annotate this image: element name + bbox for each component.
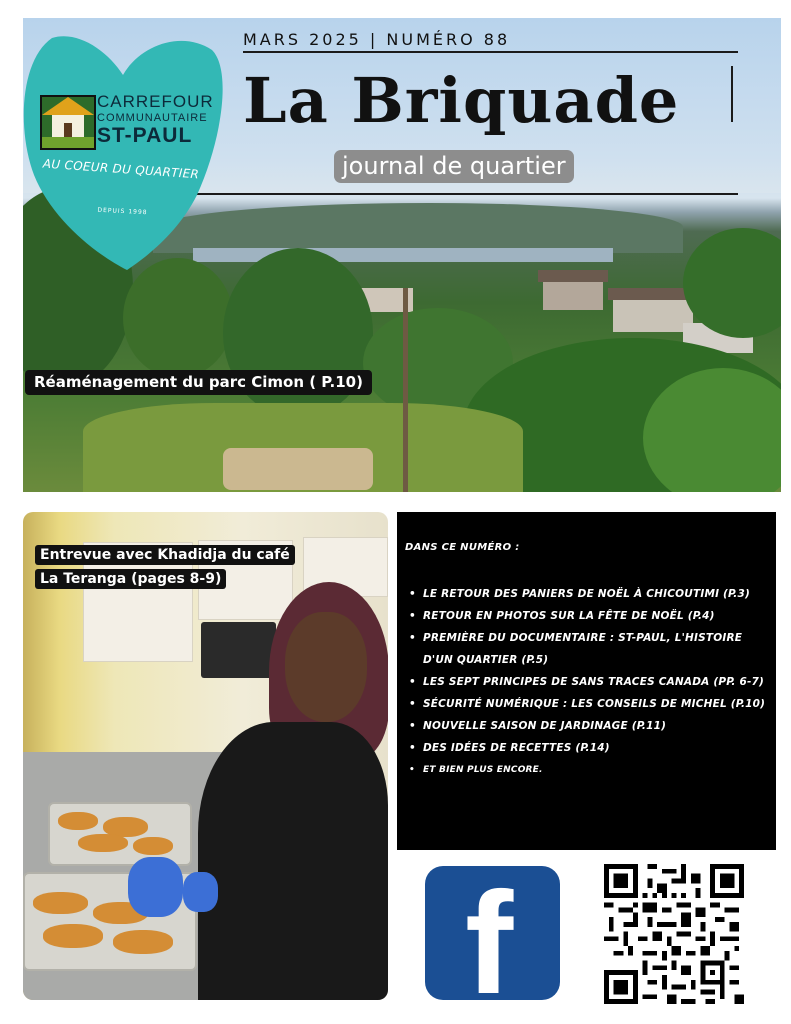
logo-heart-icon <box>22 30 224 272</box>
house <box>613 298 693 332</box>
facebook-icon[interactable]: f <box>425 866 560 1000</box>
logo-house-icon <box>40 95 96 150</box>
utility-pole <box>403 288 408 492</box>
logo-since: DEPUIS 1998 <box>97 206 148 217</box>
distant-hills <box>153 203 683 253</box>
interview-caption <box>35 543 325 591</box>
logo-line-3: ST-PAUL <box>97 124 193 148</box>
toc-item: • DES IDÉES DE RECETTES (P.14) <box>423 737 766 759</box>
tree <box>123 258 233 378</box>
logo-slogan: AU COEUR DU QUARTIER <box>42 156 200 182</box>
river <box>193 248 613 262</box>
playground-sand <box>223 448 373 490</box>
toc-item: • NOUVELLE SAISON DE JARDINAGE (P.11) <box>423 715 766 737</box>
cover-caption: Réaménagement du parc Cimon ( P.10) <box>25 370 372 395</box>
roof <box>538 270 608 282</box>
chicken-piece <box>113 930 173 954</box>
toc-item: • PREMIÈRE DU DOCUMENTAIRE : ST-PAUL, L'HISTOIRE D'UN QUARTIER (P.5) <box>423 627 766 671</box>
toc-item: • LE RETOUR DES PANIERS DE NOËL À CHICOUTIMI (P.3) <box>423 583 766 605</box>
chicken-piece <box>33 892 88 914</box>
title-divider <box>731 66 733 122</box>
tree <box>683 228 781 338</box>
toc-item: • SÉCURITÉ NUMÉRIQUE : LES CONSEILS DE MICHEL (P.10) <box>423 693 766 715</box>
microwave <box>201 622 276 678</box>
interview-caption-line-1: Entrevue avec Khadidja du café <box>35 545 295 565</box>
toc-list <box>405 583 766 781</box>
qr-code-icon <box>604 864 744 1004</box>
toc-item: • LES SEPT PRINCIPES DE SANS TRACES CANADA (PP. 6-7) <box>423 671 766 693</box>
house <box>543 280 603 310</box>
interview-caption-line-2: La Teranga (pages 8-9) <box>35 569 226 589</box>
toc-heading: DANS CE NUMÉRO : <box>405 542 520 553</box>
glove <box>128 857 183 917</box>
chicken-piece <box>133 837 173 855</box>
logo-line-1: CARREFOUR <box>97 92 214 111</box>
toc-item: • ET BIEN PLUS ENCORE. <box>423 759 766 781</box>
toc-item: • RETOUR EN PHOTOS SUR LA FÊTE DE NOËL (P.4) <box>423 605 766 627</box>
woman-face <box>285 612 367 722</box>
chicken-piece <box>58 812 98 830</box>
glove <box>183 872 218 912</box>
woman-shirt <box>198 722 388 1000</box>
chicken-piece <box>43 924 103 948</box>
logo-line-2: COMMUNAUTAIRE <box>97 111 208 124</box>
issue-line: MARS 2025 | NUMÉRO 88 <box>243 30 738 53</box>
masthead-rule <box>193 193 738 195</box>
chicken-piece <box>78 834 128 852</box>
journal-title: La Briquade <box>243 64 680 137</box>
table-of-contents <box>397 512 776 850</box>
logo-name <box>97 92 214 148</box>
journal-subtitle: journal de quartier <box>334 150 574 183</box>
